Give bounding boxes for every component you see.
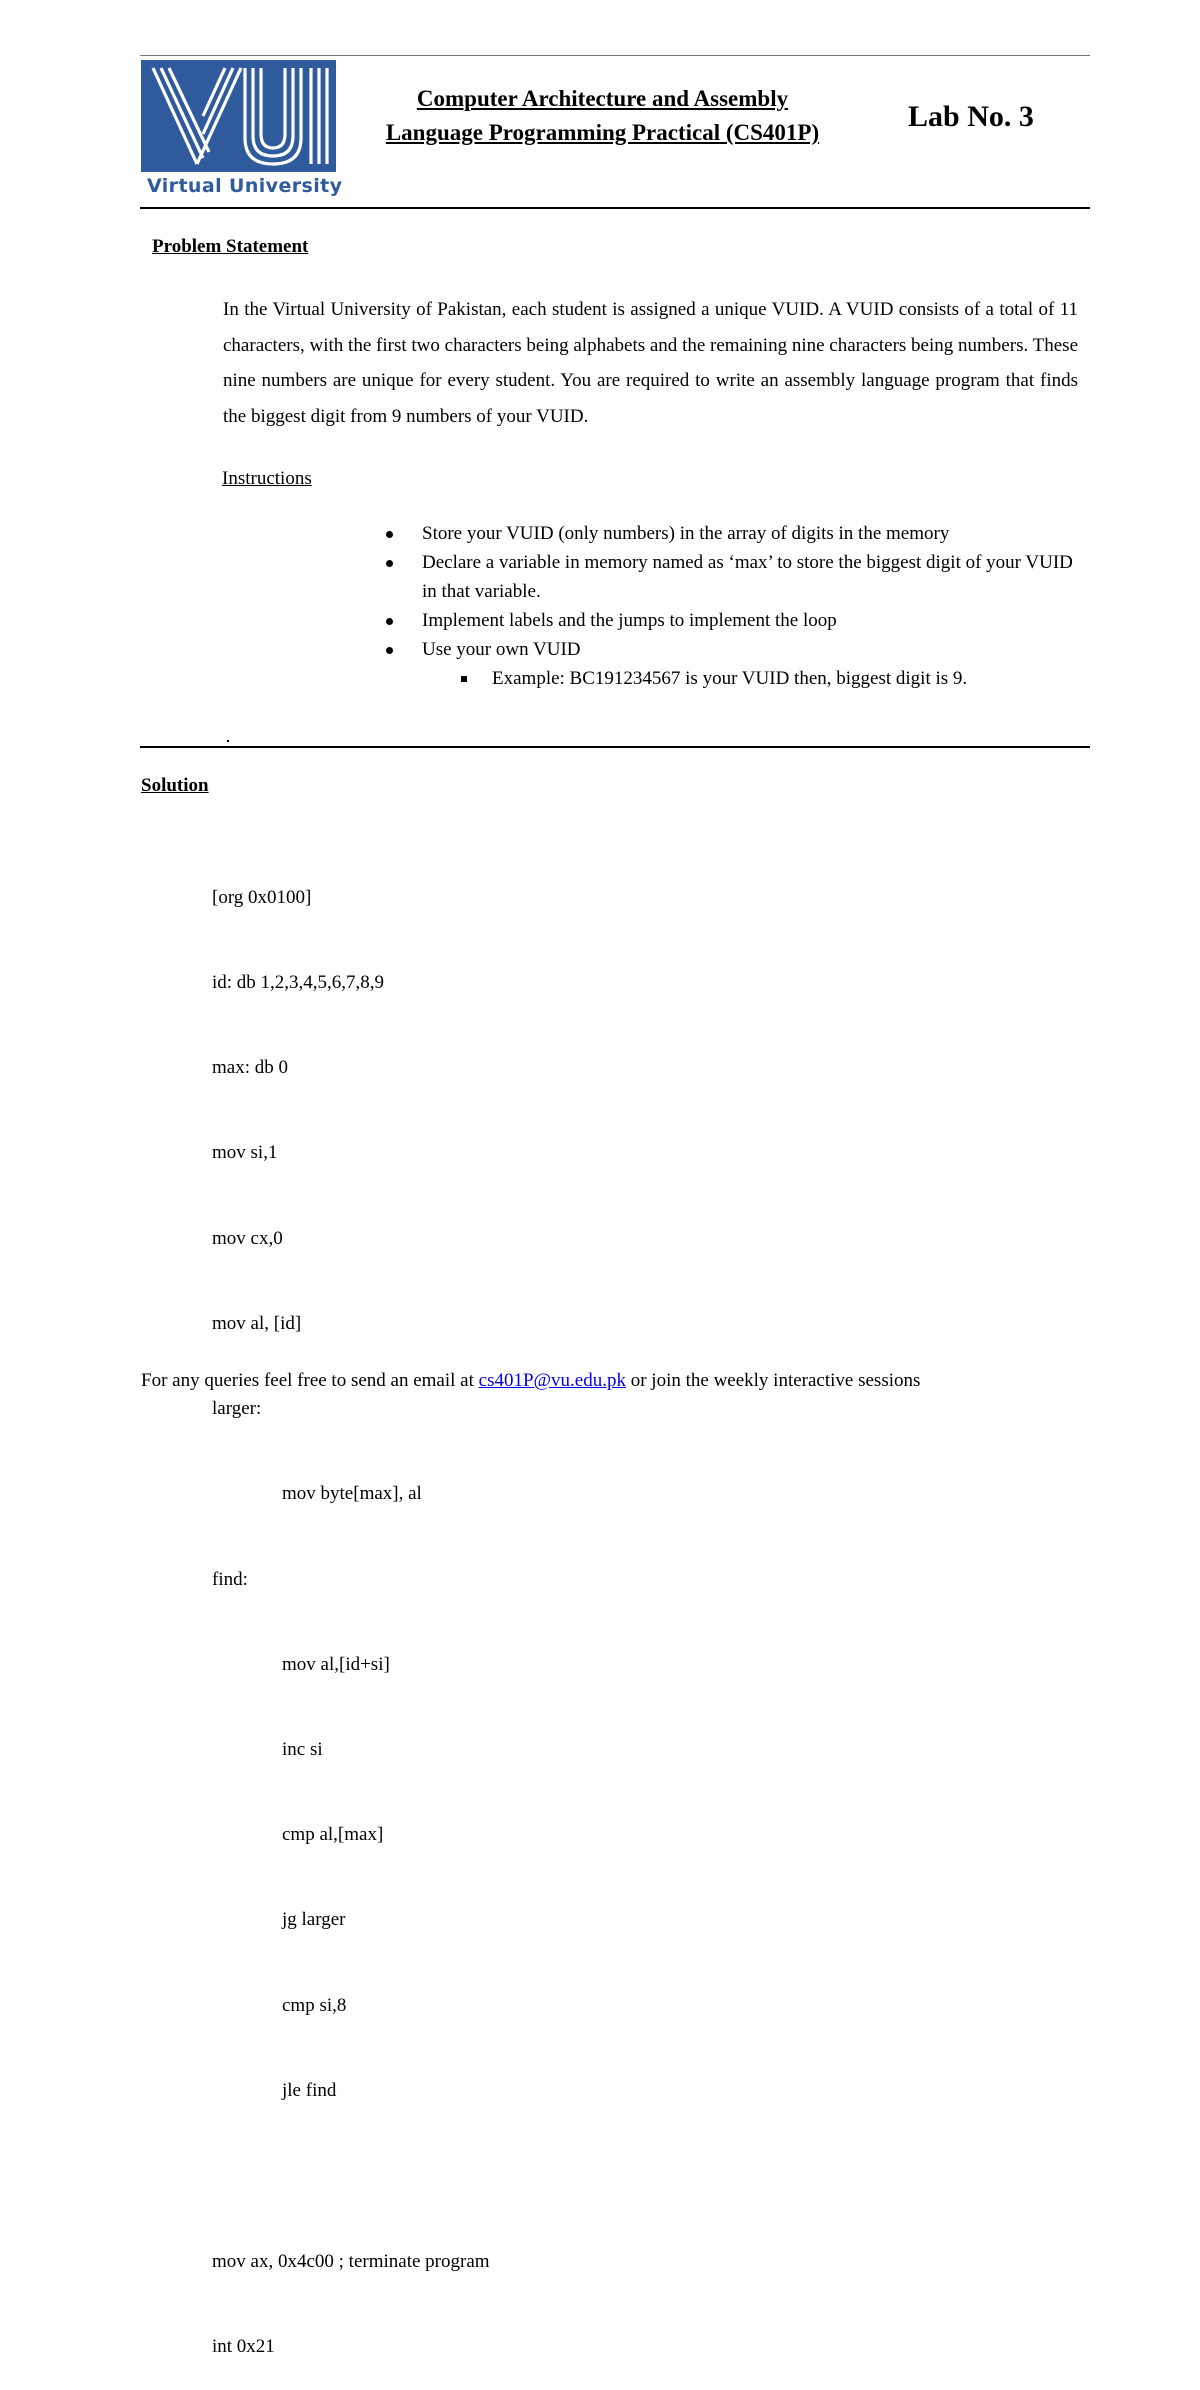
support-email-link[interactable]: cs401P@vu.edu.pk — [478, 1370, 626, 1391]
vu-logo — [141, 60, 343, 200]
list-item — [380, 519, 1080, 548]
code-line: mov al, [id] — [212, 1312, 302, 1334]
code-line: larger: — [212, 1398, 262, 1420]
vu-monogram-icon — [141, 60, 336, 172]
course-title — [350, 82, 855, 150]
bullet-icon — [386, 647, 393, 654]
code-line: [org 0x0100] — [212, 886, 312, 908]
code-line: id: db 1,2,3,4,5,6,7,8,9 — [212, 972, 385, 994]
code-line: max: db 0 — [212, 1057, 288, 1079]
code-line: mov al,[id+si] — [282, 1653, 390, 1675]
code-line: find: — [212, 1568, 248, 1590]
code-line: cmp al,[max] — [282, 1824, 384, 1846]
code-line: mov ax, 0x4c00 ; terminate program — [212, 2250, 490, 2272]
course-title-line-1: Computer Architecture and Assembly — [416, 86, 789, 111]
bullet-icon — [386, 618, 393, 625]
code-line: mov cx,0 — [212, 1227, 283, 1249]
code-line: jg larger — [282, 1909, 346, 1931]
footer-text-before: For any queries feel free to send an email at — [141, 1370, 479, 1391]
instructions-list — [380, 519, 1080, 693]
vu-logo-mark — [141, 60, 336, 172]
list-item — [380, 548, 1080, 606]
list-item-text: Use your own VUID — [422, 639, 581, 660]
logo-label: Virtual University — [147, 175, 343, 197]
course-title-line-2: Language Programming Practical (CS401P) — [385, 120, 820, 145]
code-line: cmp si,8 — [282, 1994, 347, 2016]
example-text: Example: BC191234567 is your VUID then, biggest digit is 9. — [492, 668, 968, 689]
list-item — [380, 606, 1080, 635]
bullet-icon — [386, 531, 393, 538]
sub-list-item — [380, 664, 1080, 693]
lab-number: Lab No. 3 — [908, 100, 1034, 133]
problem-statement-heading: Problem Statement — [152, 236, 309, 257]
list-item-text: Implement labels and the jumps to implement the loop — [422, 610, 837, 631]
bullet-icon — [386, 560, 393, 567]
contact-footer — [141, 1370, 920, 1392]
code-line: inc si — [282, 1739, 323, 1760]
list-item-text: Store your VUID (only numbers) in the array of digits in the memory — [422, 523, 950, 544]
list-item — [380, 635, 1080, 664]
square-bullet-icon — [461, 676, 467, 682]
top-rule — [140, 55, 1090, 56]
solution-heading: Solution — [141, 775, 209, 796]
problem-statement-body: In the Virtual University of Pakistan, each student is assigned a unique VUID. A VUID consists of a total of 11 characters, with the first two characters being alphabets and the remaining nine characters being numbers. These nine numbers are unique for every student. You are required to write an assembly language program that finds the biggest digit from 9 numbers of your VUID. — [223, 299, 1078, 427]
code-line: mov byte[max], al — [282, 1483, 422, 1505]
code-line: jle find — [282, 2079, 337, 2101]
code-line: int 0x21 — [212, 2336, 275, 2358]
list-item-text: Declare a variable in memory named as ‘max’ to store the biggest digit of your VUID in that variable. — [422, 552, 1073, 602]
code-line: mov si,1 — [212, 1142, 278, 1164]
header-divider — [140, 207, 1090, 209]
instructions-heading: Instructions — [222, 468, 312, 489]
stray-dot — [227, 740, 229, 742]
footer-text-after: or join the weekly interactive sessions — [625, 1370, 921, 1391]
code-block — [212, 827, 490, 2390]
solution-divider — [140, 746, 1090, 748]
code-blank-line — [212, 2162, 490, 2191]
